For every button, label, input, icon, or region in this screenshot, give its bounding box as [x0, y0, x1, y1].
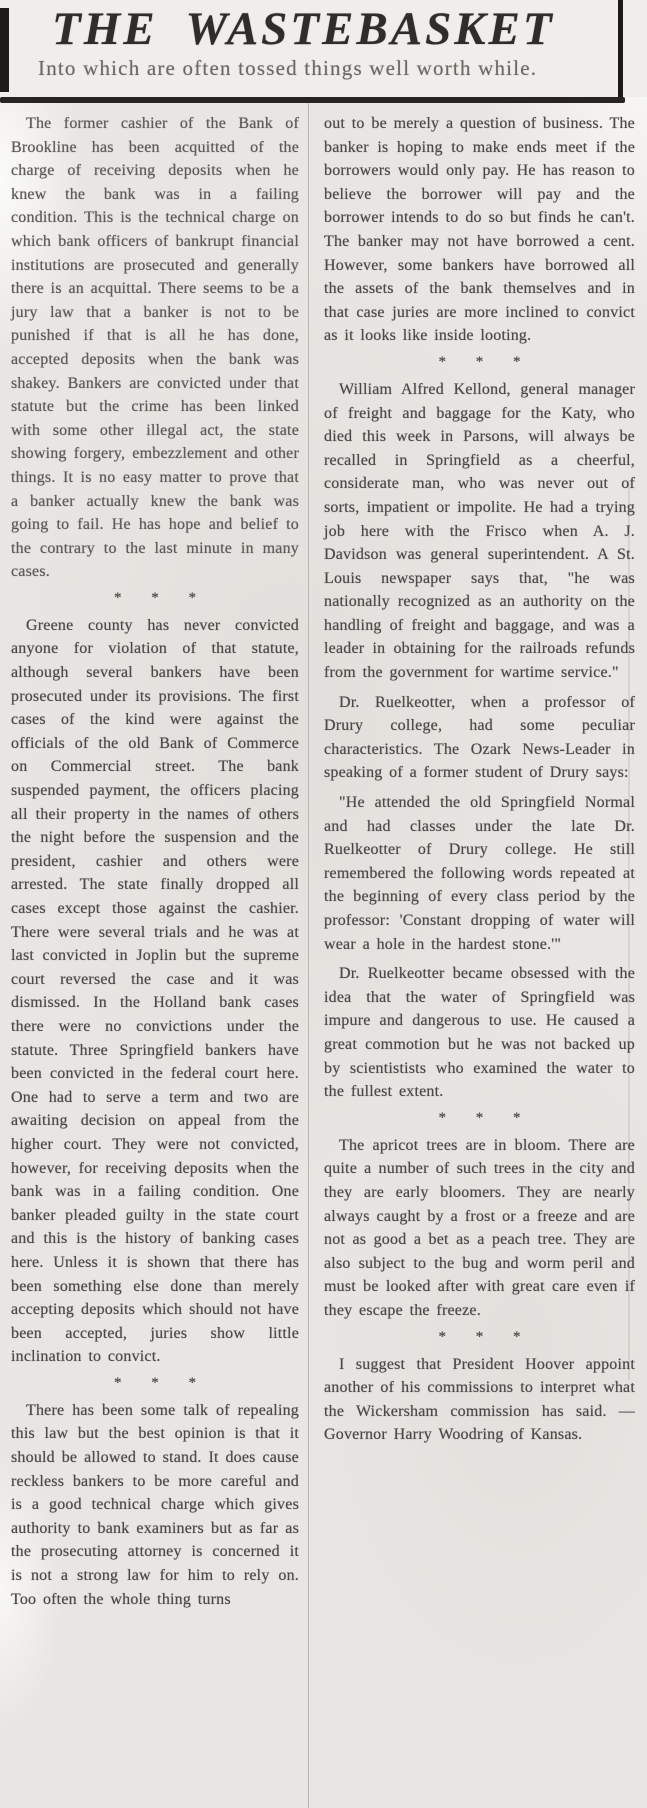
article-body	[0, 103, 647, 1808]
paragraph: The apricot trees are in bloom. There are quite a number of such trees in the city and they are early bloomers. They are nearly always caught by a frost or a freeze and are not as good a bet as a peach tree. They are also subject to the bug and worm peril and must be looked after with great care even if they escape the freeze.	[324, 1136, 635, 1319]
section-separator: * * *	[438, 353, 534, 370]
masthead-title: THE WASTEBASKET	[52, 3, 555, 55]
paragraph: "He attended the old Springfield Normal and had classes under the late Dr. Ruelkeotter of Drury college. He still remembered the following words repeated at the beginning of every class period by the professor: 'Constant dropping of water will wear a hole in the hardest stone.'"	[324, 794, 635, 953]
section-separator: * * *	[438, 1109, 534, 1126]
column-left	[0, 103, 309, 1808]
masthead-subtitle: Into which are often tossed things well worth while.	[38, 56, 538, 80]
paragraph: Dr. Ruelkeotter became obsessed with the idea that the water of Springfield was impure and dangerous to use. He caused a great commotion but he was not backed up by scientistists who examined the water to the fullest extent.	[324, 965, 635, 1101]
paragraph: There has been some talk of repealing this law but the best opinion is that it should be allowed to stand. It does cause reckless bankers to be more careful and is a good technical charge which gives authority to bank examiners but as far as the prosecuting attorney is concerned it is not a strong law for him to rely on. Too often the whole thing turns	[11, 1401, 299, 1608]
masthead	[0, 0, 647, 97]
section-separator: * * *	[114, 1374, 209, 1391]
paragraph: Greene county has never convicted anyone for violation of that statute, although several bankers have been prosecuted under its provisions. The first cases of the kind were against the officials of the old Bank of Commerce on Commercial street. The bank suspended payment, the officers placing all their property in the names of others the night before the suspension and the president, cashier and others were arrested. The state finally dropped all cases except those against the cashier. There were several trials and he was at last convicted in Joplin but the supreme court reversed the case and it was dismissed. In the Holland bank cases there were no convictions under the statute. Three Springfield bankers have been convicted in the federal court here. One had to serve a term and two are awaiting decision on appeal from the higher court. They were not convicted, however, for receiving deposits when the bank was in a failing condition. One banker pleaded guilty in the state court and this is the history of banking cases here. Unless it is shown that there has been something else done than merely accepting deposits which should not have been accepted, juries show little inclination to convict.	[11, 616, 299, 1366]
left-ink-bar	[0, 8, 9, 92]
paragraph: The former cashier of the Bank of Brookline has been acquitted of the charge of receiving deposits when he knew the bank was in a failing condition. This is the technical charge on which bank officers of bankrupt financial institutions are prosecuted and generally there is an acquittal. There seems to be a jury law that a banker is not to be punished if that is all he has done, accepted deposits when the bank was shakey. Bankers are convicted under that statute but the crime has been linked with some other illegal act, the state showing forgery, embezzlement and other things. It is no easy matter to prove that a banker actually knew the bank was going to fail. He has hope and belief to the contrary to the last minute in many cases.	[11, 115, 300, 581]
column-right	[309, 103, 647, 1808]
paragraph: I suggest that President Hoover appoint another of his commissions to interpret what the Wickersham commission has said. — Governor Harry Woodring of Kansas.	[324, 1355, 635, 1444]
paragraph: Dr. Ruelkeotter, when a professor of Drury college, had some peculiar characteristics. The Ozark News-Leader in speaking of a former student of Drury says:	[324, 693, 635, 782]
section-separator: * * *	[438, 1328, 534, 1345]
paragraph: out to be merely a question of business. The banker is hoping to make ends meet if the borrowers would only pay. He has reason to believe the borrower will pay and the borrower intends to do so but finds he can't. The banker may not have borrowed a cent. However, some bankers have borrowed all the assets of the bank themselves and in that case juries are more inclined to convict as it looks like inside looting.	[324, 115, 635, 345]
masthead-right-border	[618, 0, 623, 103]
paragraph: William Alfred Kellond, general manager of freight and baggage for the Katy, who died this week in Parsons, will always be recalled in Springfield as a cheerful, considerate man, who was never out of sorts, impatient or impolite. He had a trying job here with the Frisco when A. J. Davidson was general superintendent. A St. Louis newspaper says that, "he was nationally recognized as an authority on the handling of freight and baggage, and was a leader in obtaining for the railroads refunds from the government for wartime service."	[324, 380, 635, 682]
section-separator: * * *	[114, 589, 209, 606]
